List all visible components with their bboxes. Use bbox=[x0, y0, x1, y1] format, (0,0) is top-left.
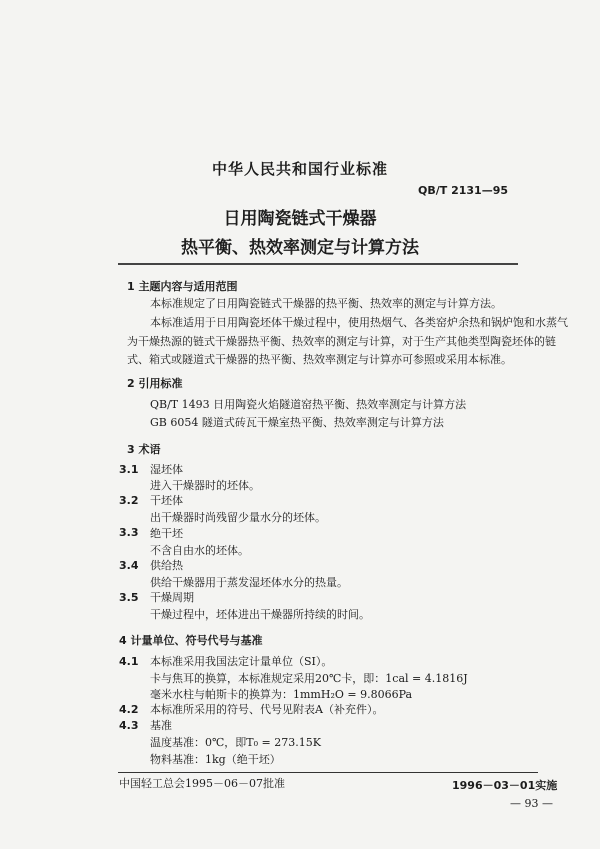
approval-note: 中国轻工总会1995－06－07批准 bbox=[119, 777, 285, 790]
footer-divider bbox=[118, 772, 538, 773]
section-1-paragraph-2-line-3: 式、箱式或隧道式干燥器的热平衡、热效率测定与计算亦可参照或采用本标准。 bbox=[127, 353, 512, 366]
item-4-1-number: 4.1 bbox=[119, 655, 139, 668]
item-4-1-line-3: 毫米水柱与帕斯卡的换算为：1mmH₂O = 9.8066Pa bbox=[150, 688, 413, 701]
section-1-paragraph-2-line-2: 为干燥热源的链式干燥器热平衡、热效率的测定与计算，对于生产其他类型陶瓷坯体的链 bbox=[127, 335, 556, 348]
item-4-3-number: 4.3 bbox=[119, 719, 139, 732]
term-3-4-name: 供给热 bbox=[150, 559, 183, 572]
section-1-paragraph-2-line-1: 本标准适用于日用陶瓷坯体干燥过程中，使用热烟气、各类窑炉余热和锅炉饱和水蒸气 bbox=[150, 316, 568, 329]
section-1-heading: 1 主题内容与适用范围 bbox=[127, 280, 238, 293]
header-divider bbox=[118, 263, 518, 265]
term-3-5-number: 3.5 bbox=[119, 591, 139, 604]
term-3-4-number: 3.4 bbox=[119, 559, 139, 572]
section-2-heading: 2 引用标准 bbox=[127, 377, 183, 390]
title-line-1: 日用陶瓷链式干燥器 bbox=[223, 209, 377, 229]
item-4-1-line-2: 卡与焦耳的换算，本标准规定采用20℃卡，即：1cal = 4.1816J bbox=[150, 672, 468, 685]
term-3-1-number: 3.1 bbox=[119, 463, 139, 476]
org-title: 中华人民共和国行业标准 bbox=[211, 160, 388, 178]
item-4-1-line-1: 本标准采用我国法定计量单位（SI）。 bbox=[150, 655, 333, 668]
page-number: — 93 — bbox=[510, 797, 553, 810]
implementation-date: 1996－03－01实施 bbox=[452, 779, 558, 792]
item-4-2-number: 4.2 bbox=[119, 703, 139, 716]
section-3-heading: 3 术语 bbox=[127, 443, 161, 456]
reference-2: GB 6054 隧道式砖瓦干燥室热平衡、热效率测定与计算方法 bbox=[150, 416, 444, 429]
title-line-2: 热平衡、热效率测定与计算方法 bbox=[181, 238, 419, 258]
term-3-3-name: 绝干坯 bbox=[150, 527, 183, 540]
term-3-5-name: 干燥周期 bbox=[150, 591, 194, 604]
term-3-3-number: 3.3 bbox=[119, 526, 139, 539]
term-3-3-definition: 不含自由水的坯体。 bbox=[150, 544, 249, 557]
item-4-2-line: 本标准所采用的符号、代号见附表A（补充件）。 bbox=[150, 703, 384, 716]
item-4-3-line-1: 基准 bbox=[150, 719, 172, 732]
reference-1: QB/T 1493 日用陶瓷火焰隧道窑热平衡、热效率测定与计算方法 bbox=[150, 398, 467, 411]
term-3-4-definition: 供给干燥器用于蒸发湿坯体水分的热量。 bbox=[150, 576, 348, 589]
term-3-1-name: 湿坯体 bbox=[150, 463, 183, 476]
term-3-2-definition: 出干燥器时尚残留少量水分的坯体。 bbox=[150, 511, 326, 524]
section-1-paragraph-1: 本标准规定了日用陶瓷链式干燥器的热平衡、热效率的测定与计算方法。 bbox=[150, 297, 502, 310]
term-3-1-definition: 进入干燥器时的坯体。 bbox=[150, 479, 260, 492]
item-4-3-line-2: 温度基准：0℃，即T₀ = 273.15K bbox=[150, 736, 321, 749]
term-3-2-number: 3.2 bbox=[119, 494, 139, 507]
term-3-2-name: 干坯体 bbox=[150, 494, 183, 507]
term-3-5-definition: 干燥过程中，坯体进出干燥器所持续的时间。 bbox=[150, 608, 370, 621]
item-4-3-line-3: 物料基准：1kg（绝干坯） bbox=[150, 753, 281, 766]
standard-number: QB/T 2131—95 bbox=[418, 184, 509, 197]
section-4-heading: 4 计量单位、符号代号与基准 bbox=[119, 634, 263, 647]
